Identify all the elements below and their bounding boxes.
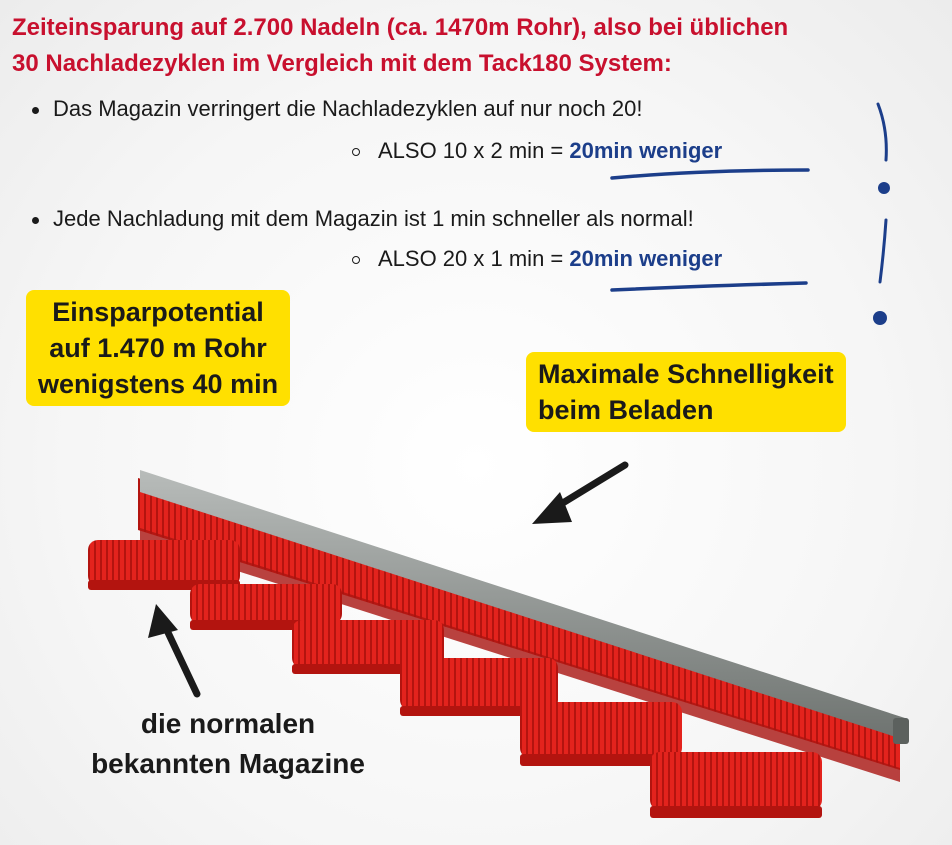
callout-speed-line-1: Maximale Schnelligkeit (538, 359, 834, 389)
bracket-dot-2-icon (873, 311, 887, 325)
caption-line-1: die normalen (140, 708, 316, 739)
callout-savings-line-2: auf 1.470 m Rohr (49, 333, 267, 363)
bullet-1-sub-prefix: ALSO 10 x 2 min = (378, 138, 570, 163)
arrow-to-small-magazines-icon (148, 604, 197, 694)
bullet-2-sub-prefix: ALSO 20 x 1 min = (378, 246, 570, 271)
underline-1-icon (612, 170, 808, 178)
small-magazine (650, 752, 822, 818)
bullet-2-text: Jede Nachladung mit dem Magazin ist 1 min schneller als normal! (53, 206, 694, 231)
arrow-to-long-magazine-icon (532, 465, 625, 524)
rail-end-cap (893, 718, 909, 744)
caption-normal-magazines (78, 704, 378, 784)
bracket-2-icon (880, 220, 886, 282)
caption-line-2: bekannten Magazine (91, 748, 365, 779)
bullet-1-text: Das Magazin verringert die Nachladezyklen auf nur noch 20! (53, 96, 643, 121)
callout-savings-line-3: wenigstens 40 min (38, 369, 279, 399)
headline-line-1: Zeiteinsparung auf 2.700 Nadeln (ca. 1470m Rohr), also bei üblichen (12, 14, 789, 41)
small-magazine (88, 540, 240, 590)
bracket-1-icon (878, 104, 886, 160)
callout-savings-line-1: Einsparpotential (52, 297, 264, 327)
callout-savings (26, 290, 290, 406)
callout-speed-line-2: beim Beladen (538, 395, 714, 425)
callout-speed (526, 352, 846, 432)
headline-line-2: 30 Nachladezyklen im Vergleich mit dem Tack180 System: (12, 50, 672, 77)
bullet-1-sub-highlight: 20min weniger (569, 138, 723, 163)
bullet-2-sub-highlight: 20min weniger (569, 246, 723, 271)
bracket-dot-1-icon (878, 182, 890, 194)
underline-2-icon (612, 283, 806, 290)
